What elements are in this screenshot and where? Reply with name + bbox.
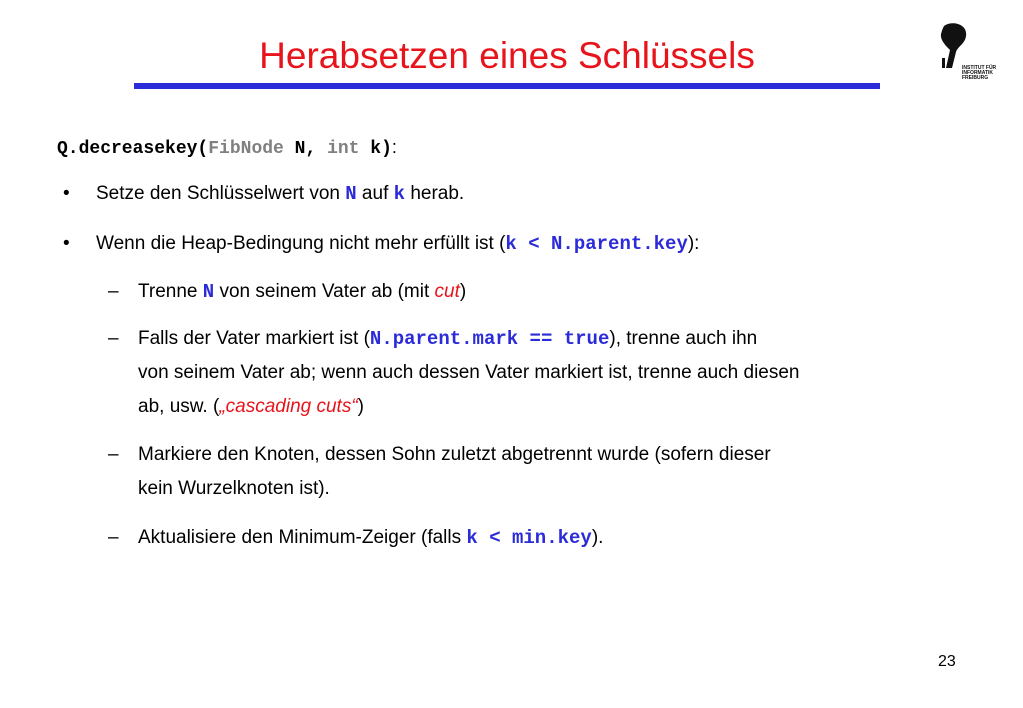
subitem [138,527,603,549]
bullet-item [96,233,699,255]
subitem-marker: – [108,444,119,465]
institute-logo [936,22,996,84]
subitem: Markiere den Knoten, dessen Sohn zuletzt abgetrennt wurde (sofern dieser [138,444,771,465]
subitem-continuation: von seinem Vater ab; wenn auch dessen Vater markiert ist, trenne auch diesen [138,362,800,383]
slide-title: Herabsetzen eines Schlüssels [259,35,755,76]
iif-logo-mark-icon [938,22,972,70]
bullet-text: herab. [405,183,465,204]
bullet-text: ): [687,233,700,254]
logo-text: INSTITUT FÜR INFORMATIK FREIBURG [962,65,997,81]
emphasis-cascading-cuts: „cascading cuts“ [219,396,358,417]
subitem-text: ) [459,281,467,302]
subitem-text: Trenne [138,281,203,302]
subitem-text: ). [591,527,604,548]
subitem-text: von seinem Vater ab (mit [214,281,435,302]
signature-param-n: N, [283,139,328,159]
subitem-continuation: kein Wurzelknoten ist). [138,478,330,499]
signature-type-fibnode: FibNode [208,139,284,159]
subitem-text: Falls der Vater markiert ist ( [138,328,370,349]
subitem-marker: – [108,527,119,548]
title-underline [134,83,880,89]
signature-colon: : [391,137,397,157]
page-number: 23 [938,653,956,670]
bullet-text: Wenn die Heap-Bedingung nicht mehr erfüllt ist ( [96,233,506,254]
bullet-marker: • [63,183,70,204]
subitem-text: Aktualisiere den Minimum-Zeiger (falls [138,527,467,548]
subitem-text: ) [357,396,364,417]
subitem [138,328,757,350]
signature-prefix: Q.decreasekey( [57,139,209,159]
subitem-marker: – [108,328,119,349]
bullet-marker: • [63,233,70,254]
subitem-continuation [138,396,364,418]
signature-type-int: int [327,139,360,159]
emphasis-cut: cut [434,281,460,302]
code-n: N [345,183,357,205]
bullet-text: Setze den Schlüsselwert von [96,183,346,204]
subitem-text: ), trenne auch ihn [609,328,758,349]
subitem-marker: – [108,281,119,302]
code-k: k [393,183,406,205]
bullet-text: auf [356,183,394,204]
subitem [138,281,466,303]
code-min-key: k < min.key [466,527,592,549]
method-signature [57,136,397,160]
subitem-text: ab, usw. ( [138,396,220,417]
code-condition: k < N.parent.key [505,233,688,255]
code-n: N [202,281,215,303]
bullet-item [96,183,464,205]
code-parent-mark: N.parent.mark == true [369,328,610,350]
signature-param-k: k) [359,139,392,159]
